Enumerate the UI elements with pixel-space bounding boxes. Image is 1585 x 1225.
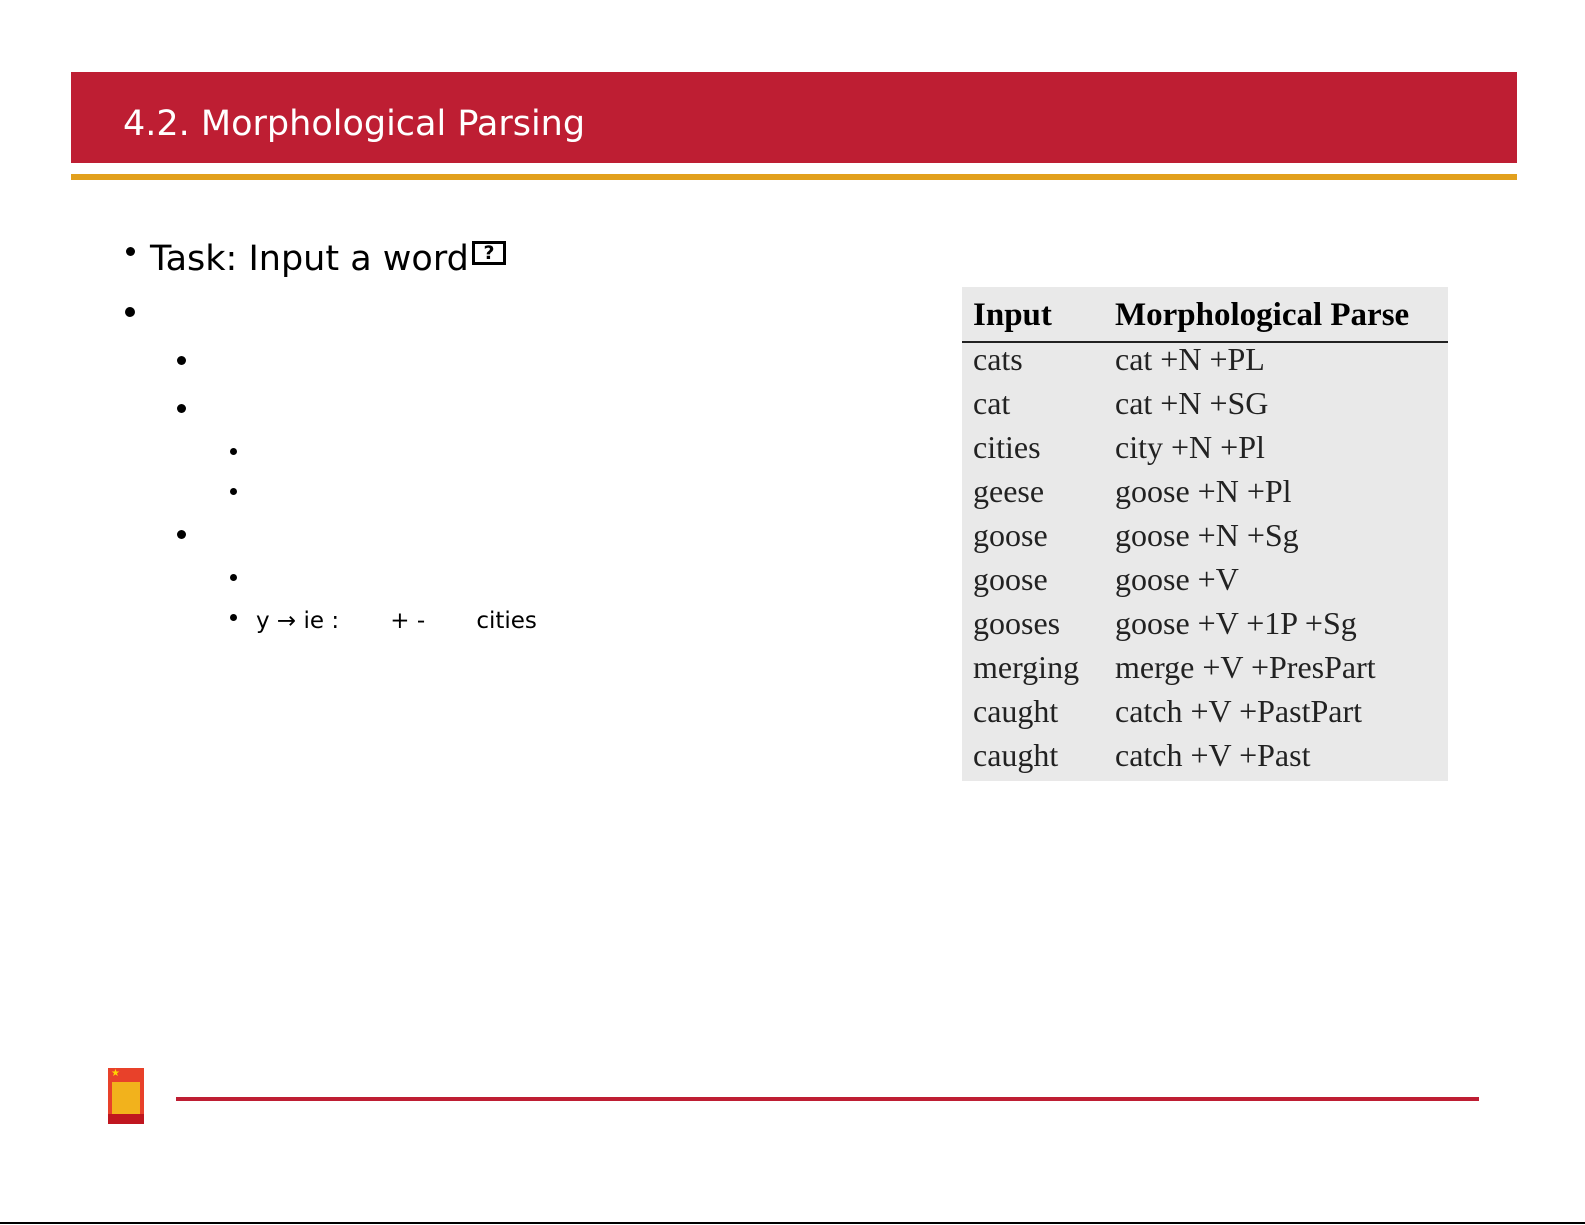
table-cell-input: cats: [973, 341, 1023, 377]
bullet-dot: [177, 530, 186, 539]
table-cell-input: gooses: [973, 605, 1061, 641]
bullet-dot: [230, 448, 237, 455]
bullet-dot: [126, 247, 135, 256]
morphological-parse-table: [962, 287, 1448, 781]
bullet-task: Task: Input a word: [150, 239, 469, 279]
footer-rule: [176, 1097, 1479, 1101]
table-cell-parse: city +N +Pl: [1115, 429, 1265, 465]
bullet-y-to-ie: y → ie : + - cities: [256, 608, 537, 634]
table-header-input: Input: [973, 297, 1052, 333]
bullet-dot: [177, 356, 186, 365]
table-cell-input: cities: [973, 429, 1041, 465]
table-cell-parse: goose +N +Pl: [1115, 473, 1292, 509]
bullet-dot: [230, 614, 237, 621]
table-cell-input: goose: [973, 561, 1048, 597]
table-cell-input: caught: [973, 693, 1059, 729]
table-cell-parse: cat +N +PL: [1115, 341, 1265, 377]
table-cell-input: goose: [973, 517, 1048, 553]
table-cell-parse: catch +V +Past: [1115, 737, 1311, 773]
table-cell-input: merging: [973, 649, 1080, 685]
table-cell-input: cat: [973, 385, 1011, 421]
table-cell-parse: goose +V +1P +Sg: [1115, 605, 1357, 641]
bullet-dot: [177, 404, 186, 413]
table-cell-input: geese: [973, 473, 1045, 509]
table-cell-parse: cat +N +SG: [1115, 385, 1269, 421]
page-bottom-rule: [0, 1222, 1585, 1224]
table-cell-input: caught: [973, 737, 1059, 773]
table-header-parse: Morphological Parse: [1115, 297, 1410, 333]
question-box-icon: ?: [472, 241, 506, 265]
table-cell-parse: goose +N +Sg: [1115, 517, 1299, 553]
bullet-dot: [230, 488, 237, 495]
bullet-list: [0, 0, 900, 700]
slide-title: 4.2. Morphological Parsing: [123, 104, 586, 144]
table-cell-parse: catch +V +PastPart: [1115, 693, 1363, 729]
bullet-dot: [125, 307, 135, 317]
bullet-dot: [230, 574, 237, 581]
table-cell-parse: goose +V: [1115, 561, 1239, 597]
university-logo-icon: ★: [108, 1068, 144, 1124]
table-cell-parse: merge +V +PresPart: [1115, 649, 1376, 685]
